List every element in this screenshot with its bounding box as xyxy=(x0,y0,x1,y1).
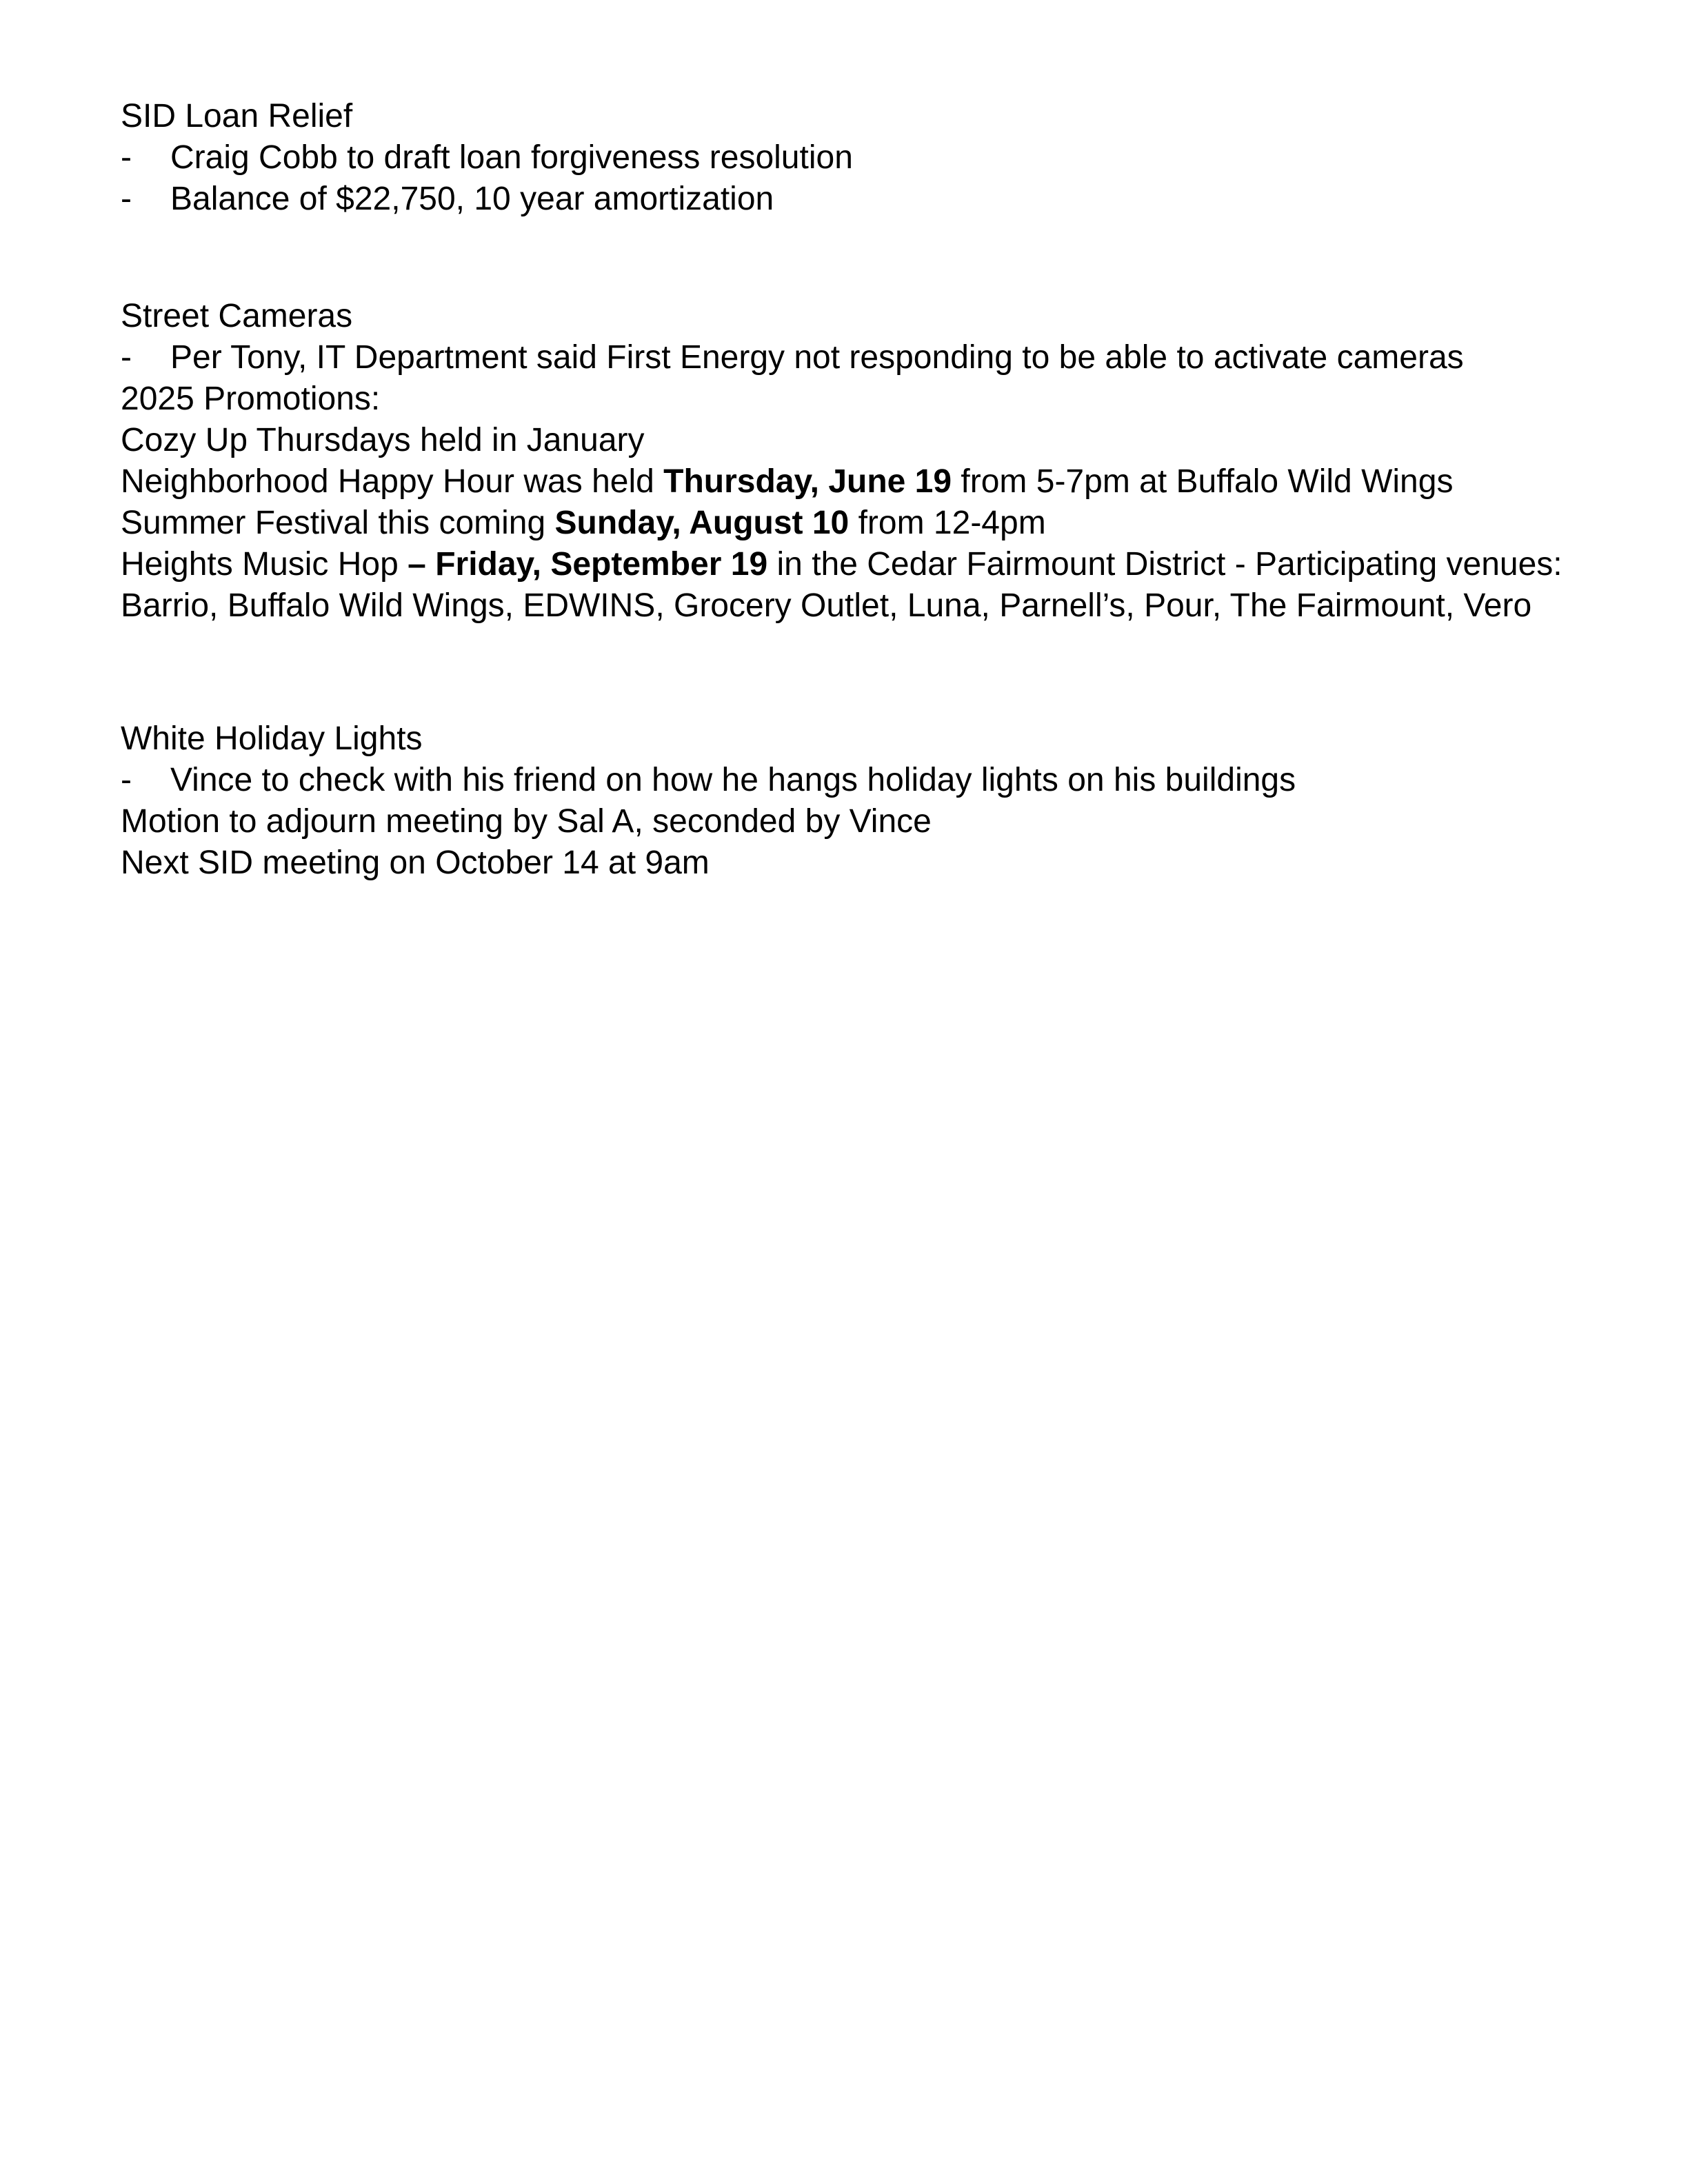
paragraph-motion-to-adjourn: Motion to adjourn meeting by Sal A, seconded by Vince xyxy=(121,803,932,840)
section-heading-2025-promotions: 2025 Promotions: xyxy=(121,381,381,417)
happy-hour-details: from 5-7pm at Buffalo Wild Wings xyxy=(952,463,1454,500)
section-heading-sid-loan-relief: SID Loan Relief xyxy=(121,98,353,134)
paragraph-heights-music-hop xyxy=(121,544,1567,627)
summer-festival-date: Sunday, August 10 xyxy=(554,505,850,541)
section-street-cameras xyxy=(121,296,1567,378)
paragraph-next-sid-meeting: Next SID meeting on October 14 at 9am xyxy=(121,845,710,881)
section-sid-loan-relief xyxy=(121,96,1567,220)
music-hop-text: Heights Music Hop xyxy=(121,546,408,583)
bullet-item xyxy=(121,179,1567,220)
bullet-item xyxy=(121,760,1567,801)
paragraph-cozy-up-thursdays: Cozy Up Thursdays held in January xyxy=(121,422,645,458)
music-hop-date: – Friday, September 19 xyxy=(408,546,768,583)
bullet-dash: - xyxy=(121,339,132,376)
section-white-holiday-lights xyxy=(121,718,1567,801)
section-heading-street-cameras: Street Cameras xyxy=(121,298,353,334)
bullet-dash: - xyxy=(121,762,132,798)
bullet-text: Vince to check with his friend on how he hangs holiday lights on his buildings xyxy=(170,762,1296,798)
music-hop-details: in the Cedar Fairmount District - Participating venues: Barrio, Buffalo Wild Wings, EDWINS, Grocery Outlet, Luna, Parnell’s, Pour, The Fairmount, Vero xyxy=(121,546,1563,624)
summer-festival-details: from 12-4pm xyxy=(849,505,1046,541)
bullet-item xyxy=(121,137,1567,179)
summer-festival-text: Summer Festival this coming xyxy=(121,505,555,541)
paragraph-neighborhood-happy-hour xyxy=(121,461,1567,503)
happy-hour-text: Neighborhood Happy Hour was held xyxy=(121,463,664,500)
happy-hour-date: Thursday, June 19 xyxy=(663,463,952,500)
bullet-text: Craig Cobb to draft loan forgiveness resolution xyxy=(170,139,853,176)
bullet-dash: - xyxy=(121,139,132,176)
bullet-text: Per Tony, IT Department said First Energy not responding to be able to activate cameras xyxy=(170,339,1464,376)
section-heading-white-holiday-lights: White Holiday Lights xyxy=(121,720,423,757)
bullet-text: Balance of $22,750, 10 year amortization xyxy=(170,181,774,217)
bullet-dash: - xyxy=(121,181,132,217)
bullet-item xyxy=(121,337,1567,378)
paragraph-summer-festival xyxy=(121,503,1567,544)
